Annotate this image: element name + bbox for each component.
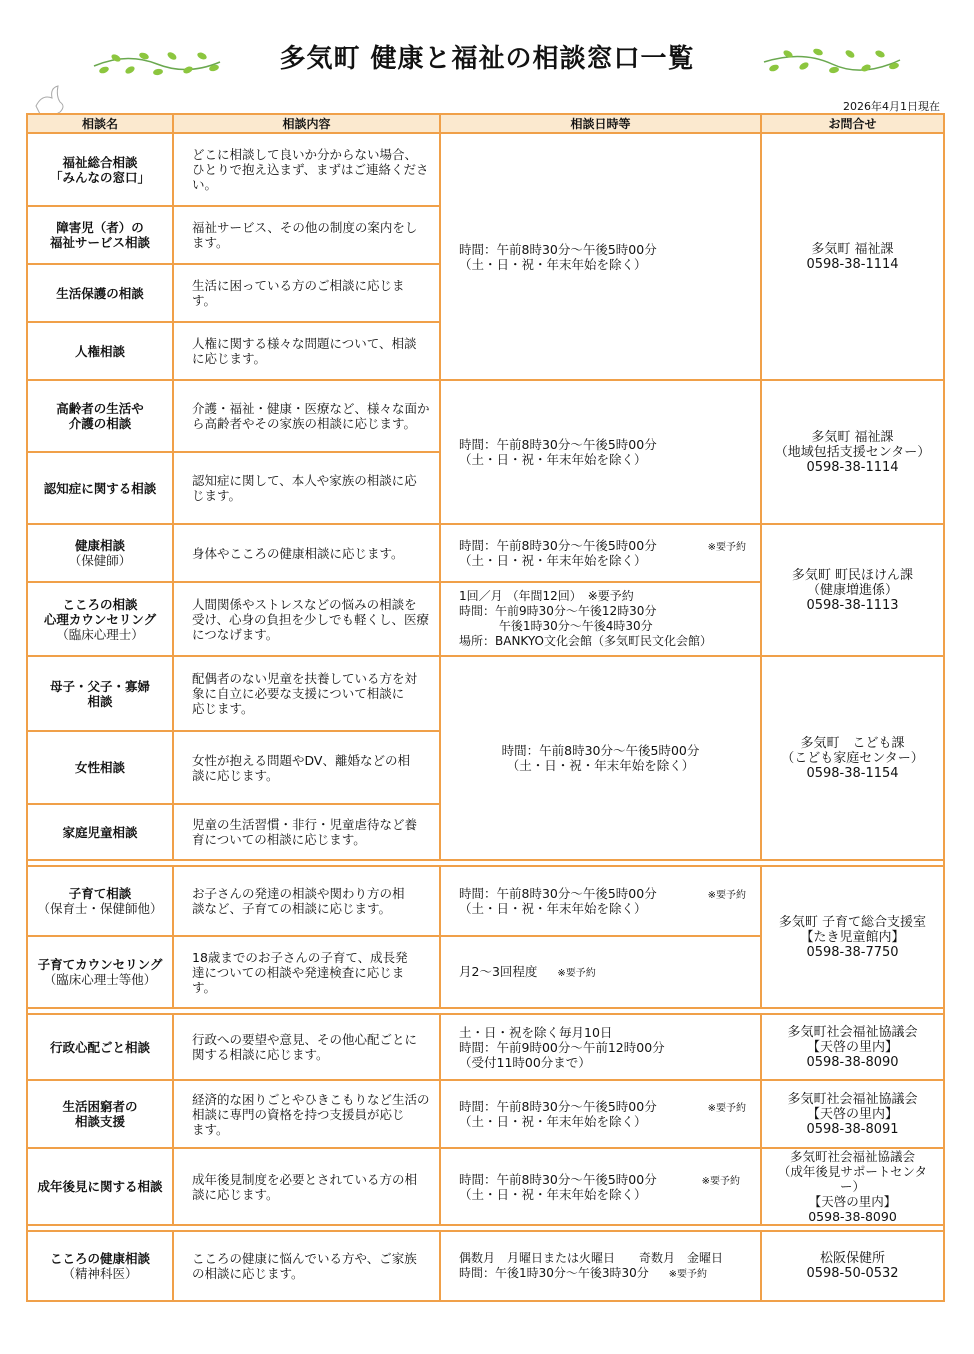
- table-row: [27, 380, 944, 452]
- consultation-content: 福祉サービス、その他の制度の案内をし ます。: [173, 206, 440, 264]
- consultation-contact: 多気町 こども課 （こども家庭センター） 0598-38-1154: [761, 656, 944, 860]
- header-content: 相談内容: [173, 114, 440, 133]
- as-of-date: 2026年4月1日現在: [843, 100, 940, 113]
- consultation-schedule: [440, 936, 761, 1008]
- table-row: [27, 1014, 944, 1080]
- consultation-name: [27, 524, 173, 582]
- consultation-name-sub: （保育士・保健師他）: [37, 901, 163, 916]
- consultation-schedule: [440, 866, 761, 936]
- consultation-name: 家庭児童相談: [27, 804, 173, 860]
- leaf-vine-right-decoration: [762, 44, 902, 84]
- consultation-content: 児童の生活習慣・非行・児童虐待など養 育についての相談に応じます。: [173, 804, 440, 860]
- consultation-content: 経済的な困りごとやひきこもりなど生活の 相談に専門の資格を持つ支援員が応じ ます。: [173, 1080, 440, 1148]
- consultation-content: 介護・福祉・健康・医療など、様々な面か ら高齢者やその家族の相談に応じます。: [173, 380, 440, 452]
- consultation-content: 身体やこころの健康相談に応じます。: [173, 524, 440, 582]
- schedule-text: 時間：午前8時30分～午後5時00分 （土・日・祝・年末年始を除く）: [459, 1099, 657, 1129]
- consultation-contact: 松阪保健所 0598-50-0532: [761, 1231, 944, 1301]
- schedule-text: 月2～3回程度: [459, 963, 538, 979]
- header-name: 相談名: [27, 114, 173, 133]
- consultation-name-main: 健康相談: [74, 538, 125, 553]
- consultation-name: 女性相談: [27, 731, 173, 804]
- consultation-name-main: こころの相談 心理カウンセリング: [43, 596, 157, 627]
- consultation-schedule: [440, 1148, 761, 1225]
- consultation-name: 障害児（者）の 福祉サービス相談: [27, 206, 173, 264]
- consultation-content: どこに相談して良いか分からない場合、 ひとりで抱え込まず、まずはご連絡くださ い。: [173, 133, 440, 206]
- schedule-text: 時間：午前8時30分～午後5時00分 （土・日・祝・年末年始を除く）: [459, 1171, 657, 1202]
- consultation-name: [27, 936, 173, 1008]
- consultation-contact: 多気町社会福祉協議会 【天啓の里内】 0598-38-8091: [761, 1080, 944, 1148]
- reservation-note: ※要予約: [668, 1268, 708, 1280]
- consultation-name-sub: （保健師）: [68, 553, 132, 568]
- consultation-content: お子さんの発達の相談や関わり方の相 談など、子育ての相談に応じます。: [173, 866, 440, 936]
- table-row: [27, 1231, 944, 1301]
- table-row: [27, 1148, 944, 1225]
- reservation-note: ※要予約: [557, 967, 596, 979]
- table-row: [27, 866, 944, 936]
- consultation-name: 高齢者の生活や 介護の相談: [27, 380, 173, 452]
- consultation-content: 人間関係やストレスなどの悩みの相談を 受け、心身の負担を少しでも軽くし、医療 につなげます。: [173, 582, 440, 656]
- page-title: 多気町 健康と福祉の相談窓口一覧: [279, 44, 695, 74]
- consultation-table: [26, 113, 943, 1302]
- header-contact: お問合せ: [761, 114, 944, 133]
- schedule-text: 時間：午前8時30分～午後5時00分 （土・日・祝・年末年始を除く）: [459, 538, 657, 568]
- leaf-vine-left-decoration: [92, 44, 222, 84]
- consultation-name-main: 子育て相談: [68, 886, 132, 901]
- consultation-schedule: 土・日・祝を除く毎月10日 時間：午前9時00分～午前12時00分 （受付11時00分まで）: [440, 1014, 761, 1080]
- consultation-content: 行政への要望や意見、その他心配ごとに 関する相談に応じます。: [173, 1014, 440, 1080]
- consultation-name: [27, 866, 173, 936]
- consultation-name: [27, 582, 173, 656]
- reservation-note: ※要予約: [707, 1103, 746, 1114]
- consultation-name: 福祉総合相談 「みんなの窓口」: [27, 133, 173, 206]
- schedule-text: 時間：午前8時30分～午後5時00分 （土・日・祝・年末年始を除く）: [459, 886, 657, 916]
- consultation-name: 人権相談: [27, 322, 173, 380]
- consultation-name-main: こころの健康相談: [49, 1251, 150, 1266]
- table-row: [27, 1080, 944, 1148]
- consultation-contact: 多気町 福祉課 0598-38-1114: [761, 133, 944, 380]
- consultation-content: 配偶者のない児童を扶養している方を対 象に自立に必要な支援について相談に 応じます。: [173, 656, 440, 731]
- consultation-name: 生活困窮者の 相談支援: [27, 1080, 173, 1148]
- consultation-schedule: 1回／月 （年間12回） ※要予約 時間：午前9時30分～午後12時30分 午後1時30分～午後4時30分 場所：BANKYO文化会館（多気町民文化会館）: [440, 582, 761, 656]
- reservation-note: ※要予約: [701, 1175, 740, 1187]
- reservation-note: ※要予約: [707, 542, 746, 553]
- table-row: [27, 133, 944, 206]
- consultation-name: 母子・父子・寡婦 相談: [27, 656, 173, 731]
- consultation-name: 認知症に関する相談: [27, 452, 173, 524]
- table-row: [27, 656, 944, 731]
- consultation-name: 行政心配ごと相談: [27, 1014, 173, 1080]
- header-schedule: 相談日時等: [440, 114, 761, 133]
- consultation-content: 認知症に関して、本人や家族の相談に応 じます。: [173, 452, 440, 524]
- consultation-name-sub: （臨床心理士等他）: [43, 972, 157, 987]
- table-row: [27, 524, 944, 582]
- consultation-contact: 多気町 福祉課 （地域包括支援センター） 0598-38-1114: [761, 380, 944, 524]
- consultation-contact: 多気町社会福祉協議会 【天啓の里内】 0598-38-8090: [761, 1014, 944, 1080]
- consultation-content: こころの健康に悩んでいる方や、ご家族 の相談に応じます。: [173, 1231, 440, 1301]
- consultation-name-main: 子育てカウンセリング: [37, 957, 163, 972]
- consultation-content: 生活に困っている方のご相談に応じま す。: [173, 264, 440, 322]
- consultation-schedule: [440, 1231, 761, 1301]
- table-header-row: [27, 114, 944, 133]
- consultation-content: 18歳までのお子さんの子育て、成長発 達についての相談や発達検査に応じま す。: [173, 936, 440, 1008]
- consultation-contact: 多気町 子育て総合支援室 【たき児童館内】 0598-38-7750: [761, 866, 944, 1008]
- consultation-content: 成年後見制度を必要とされている方の相 談に応じます。: [173, 1148, 440, 1225]
- consultation-schedule: [440, 524, 761, 582]
- consultation-name-sub: （精神科医）: [62, 1266, 138, 1281]
- consultation-content: 女性が抱える問題やDV、離婚などの相 談に応じます。: [173, 731, 440, 804]
- schedule-text: 偶数月 月曜日または火曜日 奇数月 金曜日 時間：午後1時30分～午後3時30分: [459, 1250, 724, 1280]
- consultation-contact: 多気町 町民ほけん課 （健康増進係） 0598-38-1113: [761, 524, 944, 656]
- consultation-name-sub: （臨床心理士）: [56, 626, 144, 642]
- consultation-name: [27, 1231, 173, 1301]
- reservation-note: ※要予約: [707, 890, 746, 901]
- consultation-name: 生活保護の相談: [27, 264, 173, 322]
- consultation-contact: 多気町社会福祉協議会 （成年後見サポートセンター） 【天啓の里内】 0598-38-8090: [761, 1148, 944, 1225]
- consultation-schedule: 時間：午前8時30分～午後5時00分 （土・日・祝・年末年始を除く）: [440, 656, 761, 860]
- consultation-content: 人権に関する様々な問題について、相談 に応じます。: [173, 322, 440, 380]
- consultation-schedule: 時間：午前8時30分～午後5時00分 （土・日・祝・年末年始を除く）: [440, 133, 761, 380]
- consultation-schedule: 時間：午前8時30分～午後5時00分 （土・日・祝・年末年始を除く）: [440, 380, 761, 524]
- consultation-schedule: [440, 1080, 761, 1148]
- consultation-name: 成年後見に関する相談: [27, 1148, 173, 1225]
